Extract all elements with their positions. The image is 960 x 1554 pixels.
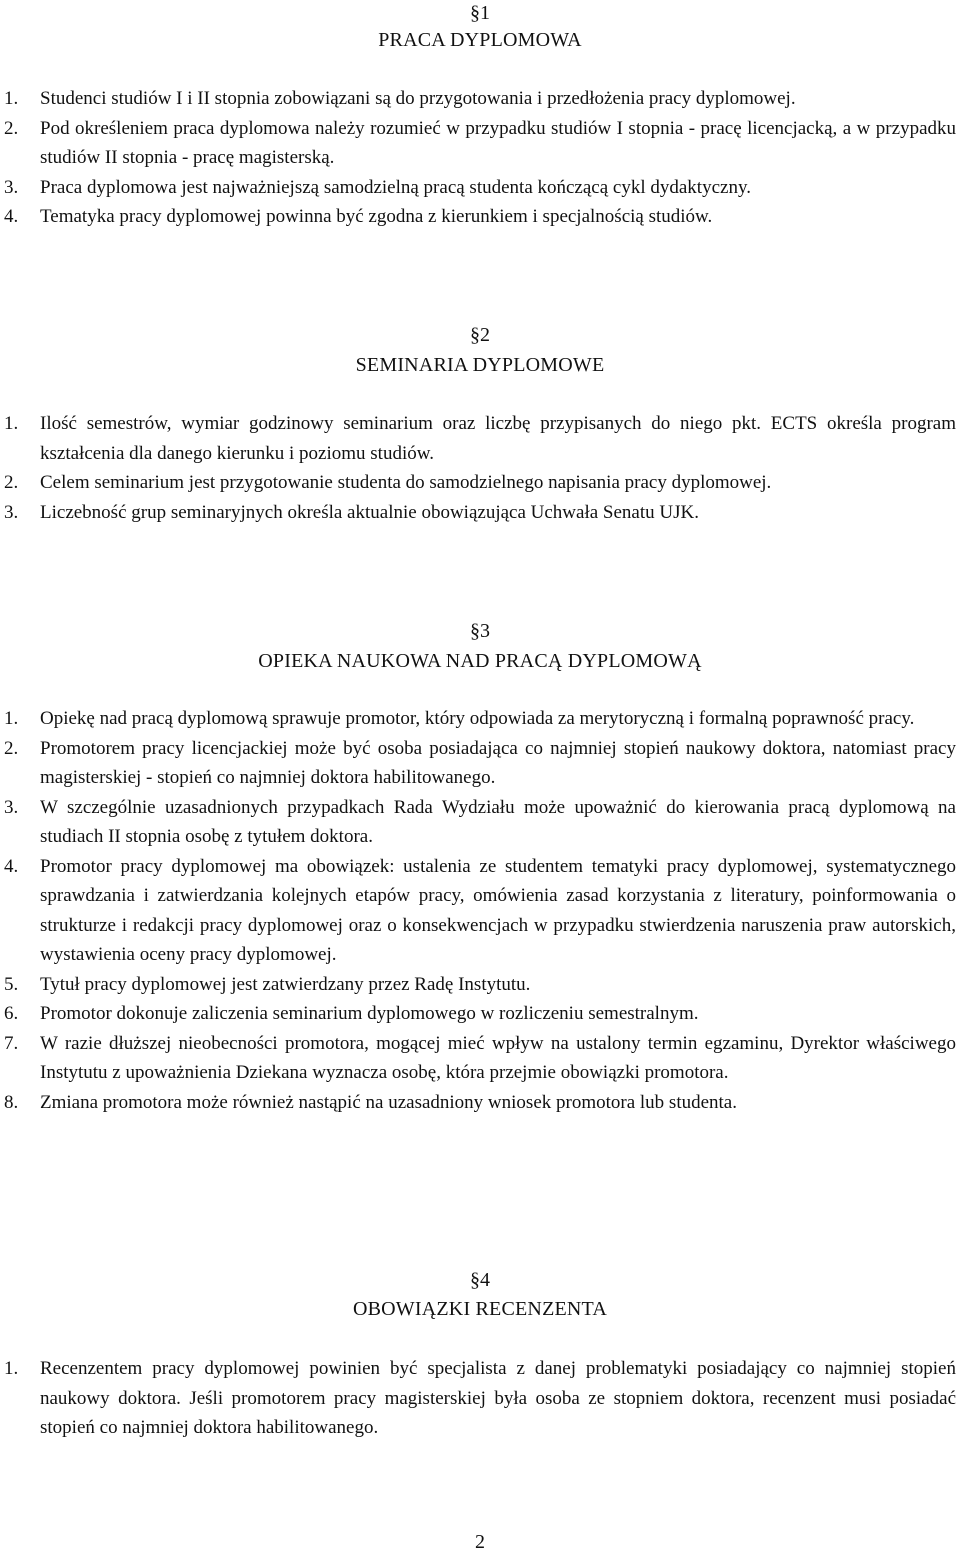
item-text: W szczególnie uzasadnionych przypadkach Rada Wydziału może upoważnić do kierowania pracą dyplomową na studiach II stopnia osobę z tytułem doktora. [40, 796, 956, 847]
list-item [0, 999, 960, 1029]
item-text: Opiekę nad pracą dyplomową sprawuje promotor, który odpowiada za merytoryczną i formalną poprawność pracy. [40, 708, 915, 729]
item-number: 1. [4, 413, 19, 434]
section-list [0, 704, 960, 1117]
page-number: 2 [475, 1531, 485, 1553]
item-text: Zmiana promotora może również nastąpić na uzasadniony wniosek promotora lub studenta. [40, 1091, 737, 1113]
section-list [0, 409, 960, 527]
item-number: 5. [4, 973, 19, 995]
item-number: 1. [4, 88, 19, 109]
list-item [0, 468, 960, 498]
item-number: 4. [4, 855, 19, 877]
list-item [0, 734, 960, 793]
list-item [0, 409, 960, 468]
item-text: Liczebność grup seminaryjnych określa aktualnie obowiązująca Uchwała Senatu UJK. [40, 501, 699, 523]
section-list [0, 84, 960, 232]
item-text: Tytuł pracy dyplomowej jest zatwierdzany przez Radę Instytutu. [40, 973, 531, 995]
list-item [0, 970, 960, 1000]
section-number: §2 [470, 324, 490, 346]
section-title: PRACA DYPLOMOWA [378, 29, 582, 51]
list-item [0, 84, 960, 114]
item-number: 6. [4, 1003, 19, 1024]
item-number: 3. [4, 501, 19, 523]
item-text: Promotor dokonuje zaliczenia seminarium dyplomowego w rozliczeniu semestralnym. [40, 1003, 699, 1024]
list-item [0, 173, 960, 203]
list-item [0, 1088, 960, 1118]
item-text: Promotorem pracy licencjackiej może być osoba posiadająca co najmniej stopień naukowy doktora, natomiast pracy magisterskiej - stopień co najmniej doktora habilitowanego. [40, 737, 956, 788]
item-text: Studenci studiów I i II stopnia zobowiązani są do przygotowania i przedłożenia pracy dyplomowej. [40, 88, 796, 109]
list-item [0, 704, 960, 734]
section-number: §3 [470, 620, 490, 642]
section-number: §1 [470, 2, 490, 24]
section-list [0, 1354, 960, 1443]
list-item [0, 852, 960, 970]
list-item [0, 1029, 960, 1088]
item-text: Promotor pracy dyplomowej ma obowiązek: ustalenia ze studentem tematyki pracy dyplomowej, systematycznego sprawdzania i zatwierdzania kolejnych etapów pracy, omówienia zasad korzystania z literatury, poinformowania o strukturze i redakcji pracy dyplomowej oraz o konsekwencjach w przypadku stwierdzenia naruszenia praw autorskich, wystawienia oceny pracy dyplomowej. [40, 855, 956, 965]
section-title: OPIEKA NAUKOWA NAD PRACĄ DYPLOMOWĄ [258, 650, 702, 672]
item-number: 1. [4, 708, 19, 729]
list-item [0, 1354, 960, 1443]
item-number: 1. [4, 1358, 19, 1379]
item-text: W razie dłuższej nieobecności promotora, mogącej mieć wpływ na ustalony termin egzaminu, Dyrektor właściwego Instytutu z upoważnienia Dziekana wyznacza osobę, która przejmie obowiązki promotora. [40, 1032, 956, 1083]
item-number: 4. [4, 206, 19, 227]
list-item [0, 498, 960, 528]
item-text: Praca dyplomowa jest najważniejszą samodzielną pracą studenta kończącą cykl dydaktyczny. [40, 176, 751, 198]
item-number: 2. [4, 472, 19, 493]
section-number: §4 [470, 1269, 490, 1291]
item-number: 2. [4, 737, 19, 759]
item-number: 2. [4, 117, 19, 139]
item-text: Pod określeniem praca dyplomowa należy rozumieć w przypadku studiów I stopnia - pracę licencjacką, a w przypadku studiów II stopnia - pracę magisterską. [40, 117, 956, 168]
item-text: Tematyka pracy dyplomowej powinna być zgodna z kierunkiem i specjalnością studiów. [40, 206, 713, 227]
item-number: 7. [4, 1032, 19, 1054]
item-number: 3. [4, 796, 19, 818]
list-item [0, 202, 960, 232]
list-item [0, 114, 960, 173]
item-text: Ilość semestrów, wymiar godzinowy seminarium oraz liczbę przypisanych do niego pkt. ECTS określa program kształcenia dla danego kierunku i poziomu studiów. [40, 413, 956, 464]
item-number: 8. [4, 1091, 19, 1113]
list-item [0, 793, 960, 852]
section-title: OBOWIĄZKI RECENZENTA [352, 1298, 608, 1320]
section-title: SEMINARIA DYPLOMOWE [355, 354, 605, 376]
item-text: Celem seminarium jest przygotowanie studenta do samodzielnego napisania pracy dyplomowej. [40, 472, 772, 493]
item-number: 3. [4, 176, 19, 198]
item-text: Recenzentem pracy dyplomowej powinien być specjalista z danej problematyki posiadający co najmniej stopień naukowy doktora. Jeśli promotorem pracy magisterskiej była osoba ze stopniem doktora, recenzent musi posiadać stopień co najmniej doktora habilitowanego. [40, 1358, 956, 1438]
